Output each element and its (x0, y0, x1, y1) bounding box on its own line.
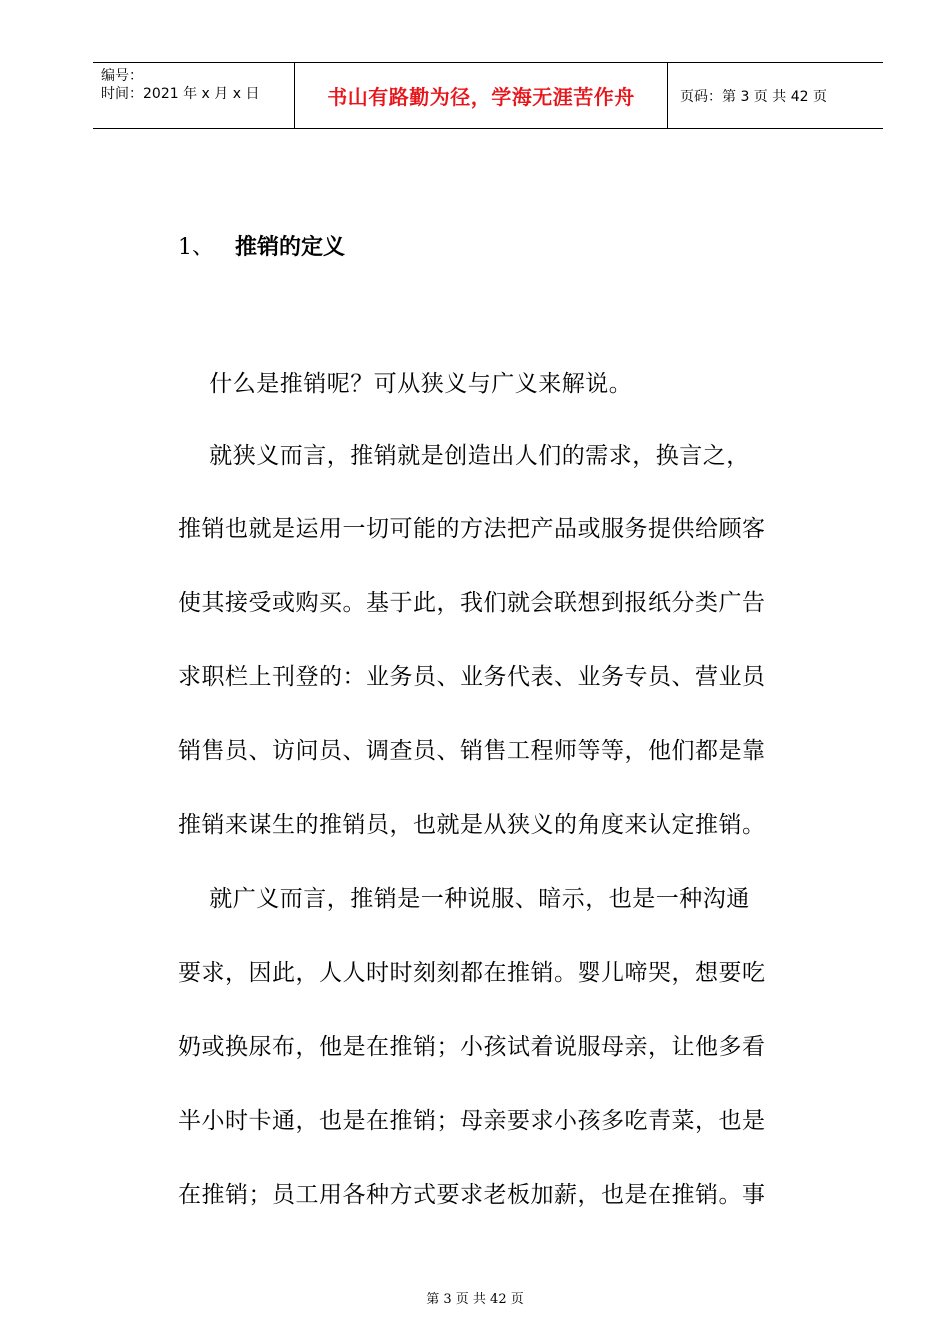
time-label: 时间：2021 年 x 月 x 日 (101, 86, 260, 102)
paragraph-line: 求职栏上刊登的：业务员、业务代表、业务专员、营业员 (178, 664, 766, 690)
page-footer: 第 3 页 共 42 页 (426, 1292, 524, 1307)
header-page-info: 页码：第 3 页 共 42 页 (680, 88, 827, 105)
paragraph-line: 就广义而言，推销是一种说服、暗示，也是一种沟通 (178, 886, 750, 912)
paragraph-line: 在推销；员工用各种方式要求老板加薪，也是在推销。事 (178, 1182, 766, 1208)
paragraph-line: 就狭义而言，推销就是创造出人们的需求，换言之， (178, 443, 750, 469)
paragraph-line: 销售员、访问员、调查员、销售工程师等等，他们都是靠 (178, 738, 766, 764)
header-motto: 书山有路勤为径，学海无涯苦作舟 (295, 63, 668, 128)
header-meta (93, 63, 295, 128)
paragraph-line: 半小时卡通，也是在推销；母亲要求小孩多吃青菜，也是 (178, 1108, 766, 1134)
section-heading (178, 230, 345, 261)
paragraph-line: 推销来谋生的推销员，也就是从狭义的角度来认定推销。 (178, 812, 766, 838)
paragraph-line: 要求，因此，人人时时刻刻都在推销。婴儿啼哭，想要吃 (178, 960, 766, 986)
code-label: 编号： (101, 68, 143, 84)
section-title: 推销的定义 (235, 235, 346, 260)
paragraph-line: 什么是推销呢？可从狭义与广义来解说。 (178, 371, 633, 397)
paragraph-line: 推销也就是运用一切可能的方法把产品或服务提供给顾客 (178, 516, 766, 542)
section-number: 1、 (178, 235, 214, 260)
paragraph-line: 奶或换尿布，他是在推销；小孩试着说服母亲，让他多看 (178, 1034, 766, 1060)
page-header (93, 62, 883, 129)
paragraph-line: 使其接受或购买。基于此，我们就会联想到报纸分类广告 (178, 590, 766, 616)
